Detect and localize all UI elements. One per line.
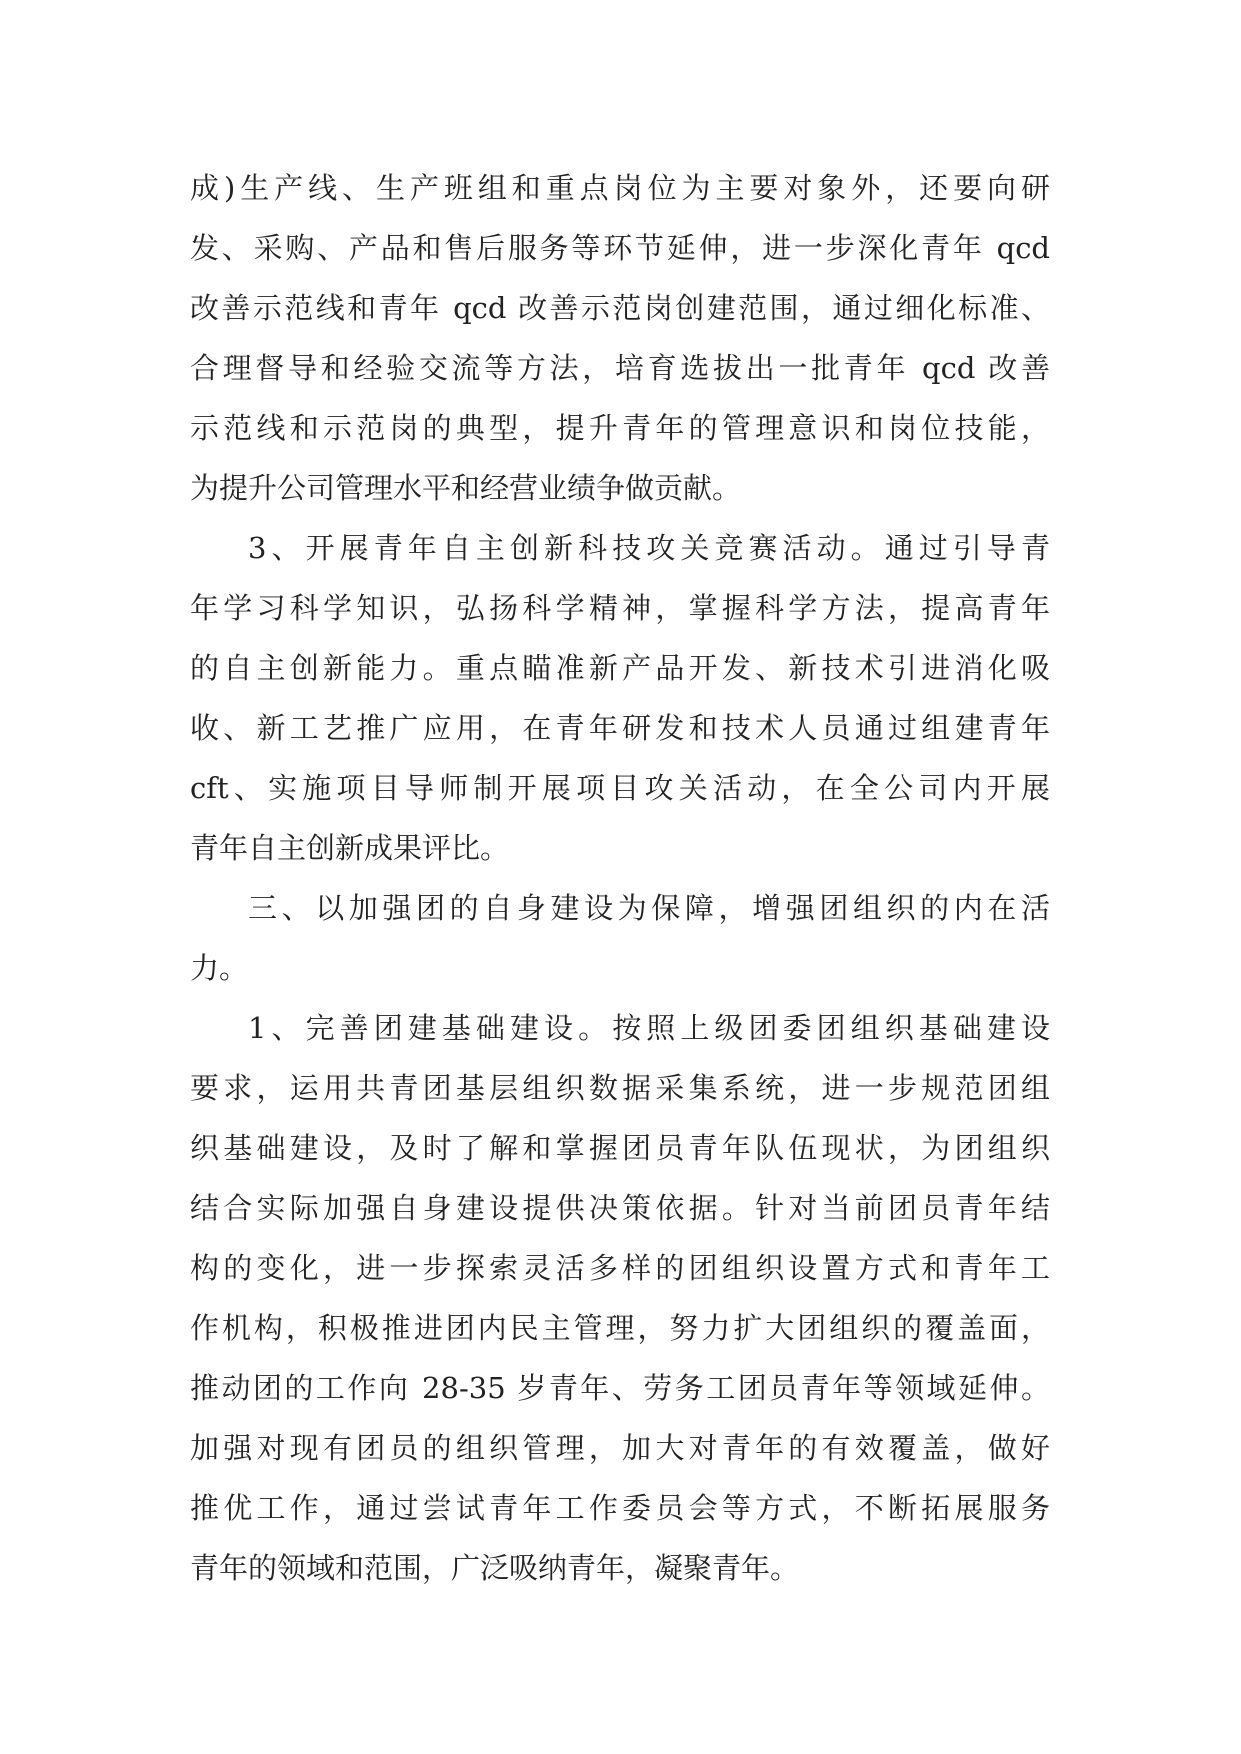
- text-line: 1、完善团建基础建设。按照上级团委团组织基础建设: [248, 1011, 1050, 1045]
- text-line: 加强对现有团员的组织管理，加大对青年的有效覆盖，做好: [190, 1431, 1050, 1465]
- text-line: 为提升公司管理水平和经营业绩争做贡献。: [190, 471, 742, 505]
- text-line: 的自主创新能力。重点瞄准新产品开发、新技术引进消化吸: [190, 651, 1050, 685]
- section-heading-line: 力。: [190, 951, 249, 985]
- text-line: 收、新工艺推广应用，在青年研发和技术人员通过组建青年: [190, 711, 1050, 745]
- text-line: 年学习科学知识，弘扬科学精神，掌握科学方法，提高青年: [190, 591, 1050, 625]
- section-heading-line: 三、以加强团的自身建设为保障，增强团组织的内在活: [248, 891, 1050, 925]
- text-line: 作机构，积极推进团内民主管理，努力扩大团组织的覆盖面，: [190, 1311, 1050, 1345]
- text-line: 示范线和示范岗的典型，提升青年的管理意识和岗位技能，: [190, 411, 1050, 445]
- text-line: 织基础建设，及时了解和掌握团员青年队伍现状，为团组织: [190, 1131, 1050, 1165]
- text-line: 青年的领域和范围，广泛吸纳青年，凝聚青年。: [190, 1551, 800, 1585]
- text-line: 结合实际加强自身建设提供决策依据。针对当前团员青年结: [190, 1191, 1050, 1225]
- text-line: 构的变化，进一步探索灵活多样的团组织设置方式和青年工: [190, 1251, 1050, 1285]
- text-line: 推动团的工作向 28-35 岁青年、劳务工团员青年等领域延伸。: [190, 1371, 1050, 1405]
- text-line: 3、开展青年自主创新科技攻关竞赛活动。通过引导青: [248, 531, 1050, 565]
- text-line: 改善示范线和青年 qcd 改善示范岗创建范围，通过细化标准、: [190, 291, 1050, 325]
- text-line: cft、实施项目导师制开展项目攻关活动，在全公司内开展: [190, 771, 1050, 805]
- text-line: 推优工作，通过尝试青年工作委员会等方式，不断拓展服务: [190, 1491, 1050, 1525]
- text-line: 青年自主创新成果评比。: [190, 831, 510, 865]
- text-line: 要求，运用共青团基层组织数据采集系统，进一步规范团组: [190, 1071, 1050, 1105]
- text-line: 成)生产线、生产班组和重点岗位为主要对象外，还要向研: [190, 171, 1050, 205]
- text-line: 合理督导和经验交流等方法，培育选拔出一批青年 qcd 改善: [190, 351, 1050, 385]
- text-line: 发、采购、产品和售后服务等环节延伸，进一步深化青年 qcd: [190, 231, 1050, 265]
